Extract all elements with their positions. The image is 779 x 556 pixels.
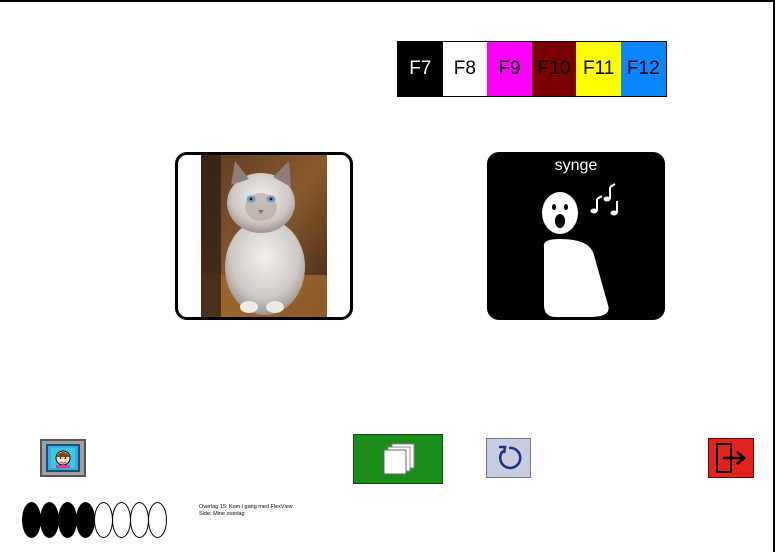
progress-dot: [22, 502, 41, 538]
overlay-info: [199, 504, 293, 518]
fkey-f7[interactable]: F7: [398, 42, 443, 96]
face-picture-icon: [46, 444, 80, 472]
progress-dot: [58, 502, 77, 538]
synge-card[interactable]: [487, 152, 665, 320]
function-key-bar: [397, 41, 667, 97]
stacked-pages-icon: [380, 442, 416, 476]
fkey-f9[interactable]: F9: [487, 42, 532, 96]
progress-dot: [148, 502, 167, 538]
refresh-icon: [494, 443, 524, 473]
progress-dot: [130, 502, 149, 538]
reset-button[interactable]: [486, 438, 531, 478]
fkey-f8[interactable]: F8: [443, 42, 488, 96]
cat-card[interactable]: [175, 152, 353, 320]
pages-button[interactable]: [353, 434, 443, 484]
fkey-f11[interactable]: F11: [576, 42, 621, 96]
exit-button[interactable]: [708, 438, 754, 478]
page-progress-indicator: [22, 502, 166, 538]
singing-person-pictogram: [490, 155, 662, 317]
exit-door-icon: [711, 441, 751, 475]
photo-button[interactable]: [40, 439, 86, 477]
progress-dot: [94, 502, 113, 538]
overlay-page: Side: Mine overlag: [199, 511, 245, 517]
progress-dot: [40, 502, 59, 538]
progress-dot: [112, 502, 131, 538]
fkey-f10[interactable]: F10: [532, 42, 577, 96]
fkey-f12[interactable]: F12: [621, 42, 666, 96]
synge-label: synge: [554, 157, 598, 174]
cat-photo: [201, 155, 327, 320]
overlay-title: Overlag 15: Kom i gang med FlexView: [199, 504, 293, 510]
progress-dot: [76, 502, 95, 538]
